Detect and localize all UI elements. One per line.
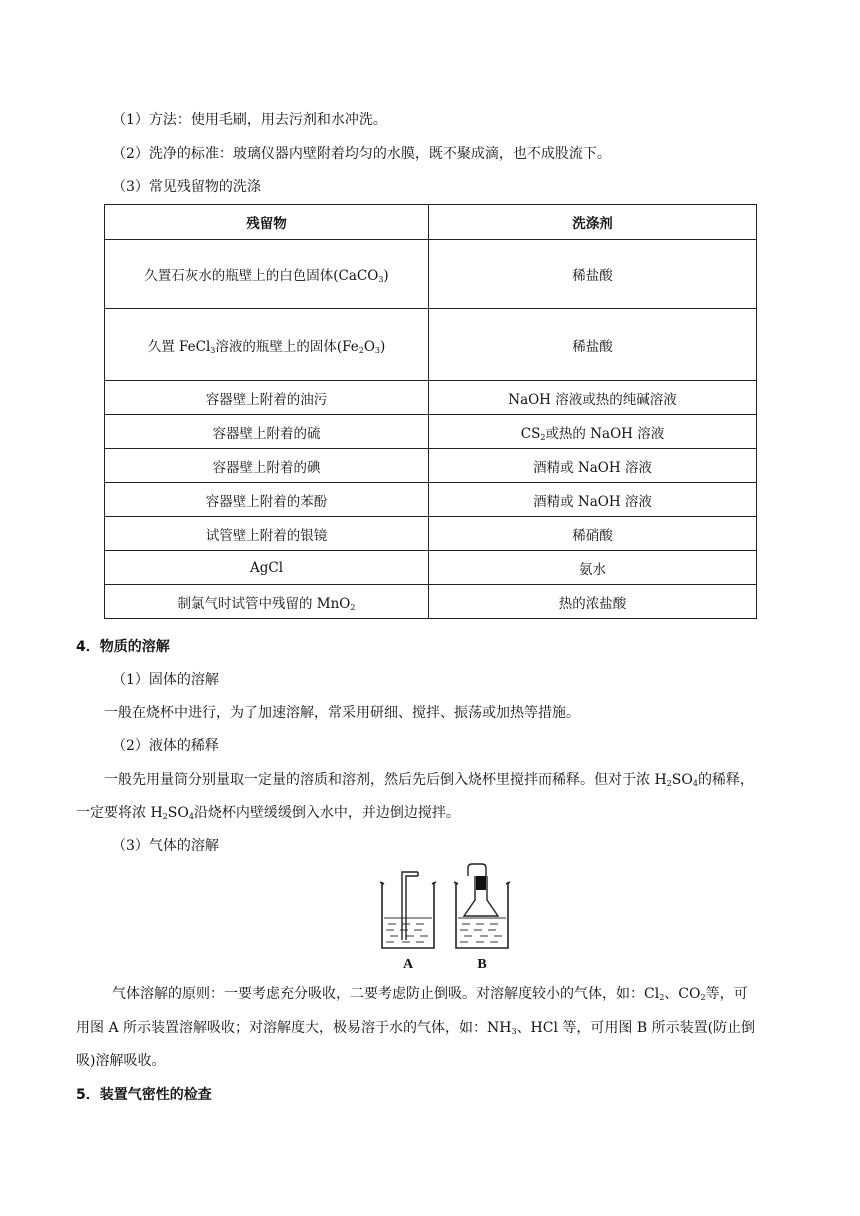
residue-cell: 试管壁上附着的银镜 [105,517,429,551]
solid-text: 一般在烧杯中进行，为了加速溶解，常采用研细、搅拌、振荡或加热等措施。 [104,705,580,721]
table-row [105,415,757,449]
residue-cell: 容器壁上附着的硫 [105,415,429,449]
agent-cell: 酒精或 NaOH 溶液 [429,483,757,517]
beaker-b [454,882,510,948]
table-row [105,381,757,415]
residue-cell: 制氯气时试管中残留的 MnO$_2$ [105,585,429,619]
solid-heading: （1）固体的溶解 [112,672,219,688]
common-residue-heading: （3）常见残留物的洗涤 [112,179,261,195]
rubber-tube-b [476,876,486,890]
figure-label-a: A [402,957,414,972]
liquid-heading: （2）液体的稀释 [112,738,219,754]
agent-cell: 稀硝酸 [429,517,757,551]
gas-dissolving-apparatus-figure [372,862,512,974]
gas-text-2: 用图 A 所示装置溶解吸收；对溶解度大，极易溶于水的气体，如：$NH_3$、HCl 等，可用图 B 所示装置(防止倒 [76,1020,756,1036]
residue-cell: AgCl [105,551,429,585]
header-residue: 残留物 [105,205,429,240]
method-line: （1）方法：使用毛刷，用去污剂和水冲洗。 [112,112,387,128]
gas-text-3: 吸)溶解吸收。 [76,1053,166,1069]
section5-title: 5．装置气密性的检查 [76,1087,212,1103]
table-row [105,551,757,585]
agent-cell: 稀盐酸 [429,309,757,381]
table-row [105,483,757,517]
table-row [105,585,757,619]
residue-cell: 容器壁上附着的油污 [105,381,429,415]
water-b [458,918,506,942]
agent-cell: 稀盐酸 [429,240,757,309]
residue-table [104,204,757,619]
agent-cell: 氨水 [429,551,757,585]
agent-cell: 热的浓盐酸 [429,585,757,619]
table-header-row [105,205,757,240]
gas-heading: （3）气体的溶解 [112,838,219,854]
residue-cell: 容器壁上附着的碘 [105,449,429,483]
section4-title: 4．物质的溶解 [76,639,170,655]
residue-cell: 久置石灰水的瓶壁上的白色固体(CaCO$_3$) [105,240,429,309]
table-row [105,309,757,381]
beaker-a [380,882,436,948]
standard-line: （2）洗净的标准：玻璃仪器内壁附着均匀的水膜，既不聚成滴，也不成股流下。 [112,146,611,162]
header-agent: 洗涤剂 [429,205,757,240]
table-row [105,240,757,309]
water-a [384,918,432,942]
agent-cell: NaOH 溶液或热的纯碱溶液 [429,381,757,415]
table-row [105,449,757,483]
residue-cell: 久置 FeCl$_3$溶液的瓶壁上的固体$(Fe_2O_3)$ [105,309,429,381]
liquid-text-2: 一定要将浓 $H_2SO_4$沿烧杯内壁缓缓倒入水中，并边倒边搅拌。 [76,805,460,821]
figure-label-b: B [477,957,487,972]
residue-cell: 容器壁上附着的苯酚 [105,483,429,517]
agent-cell: 酒精或 NaOH 溶液 [429,449,757,483]
liquid-text-1: 一般先用量筒分别量取一定量的溶质和溶剂，然后先后倒入烧杯里搅拌而稀释。但对于浓 $H_2SO_4$的稀释， [104,772,754,788]
gas-text-1: 气体溶解的原则：一要考虑充分吸收，二要考虑防止倒吸。对溶解度较小的气体，如：$Cl_2$、$CO_2$等，可 [112,986,748,1002]
agent-cell: $CS_2$或热的 NaOH 溶液 [429,415,757,449]
table-row [105,517,757,551]
